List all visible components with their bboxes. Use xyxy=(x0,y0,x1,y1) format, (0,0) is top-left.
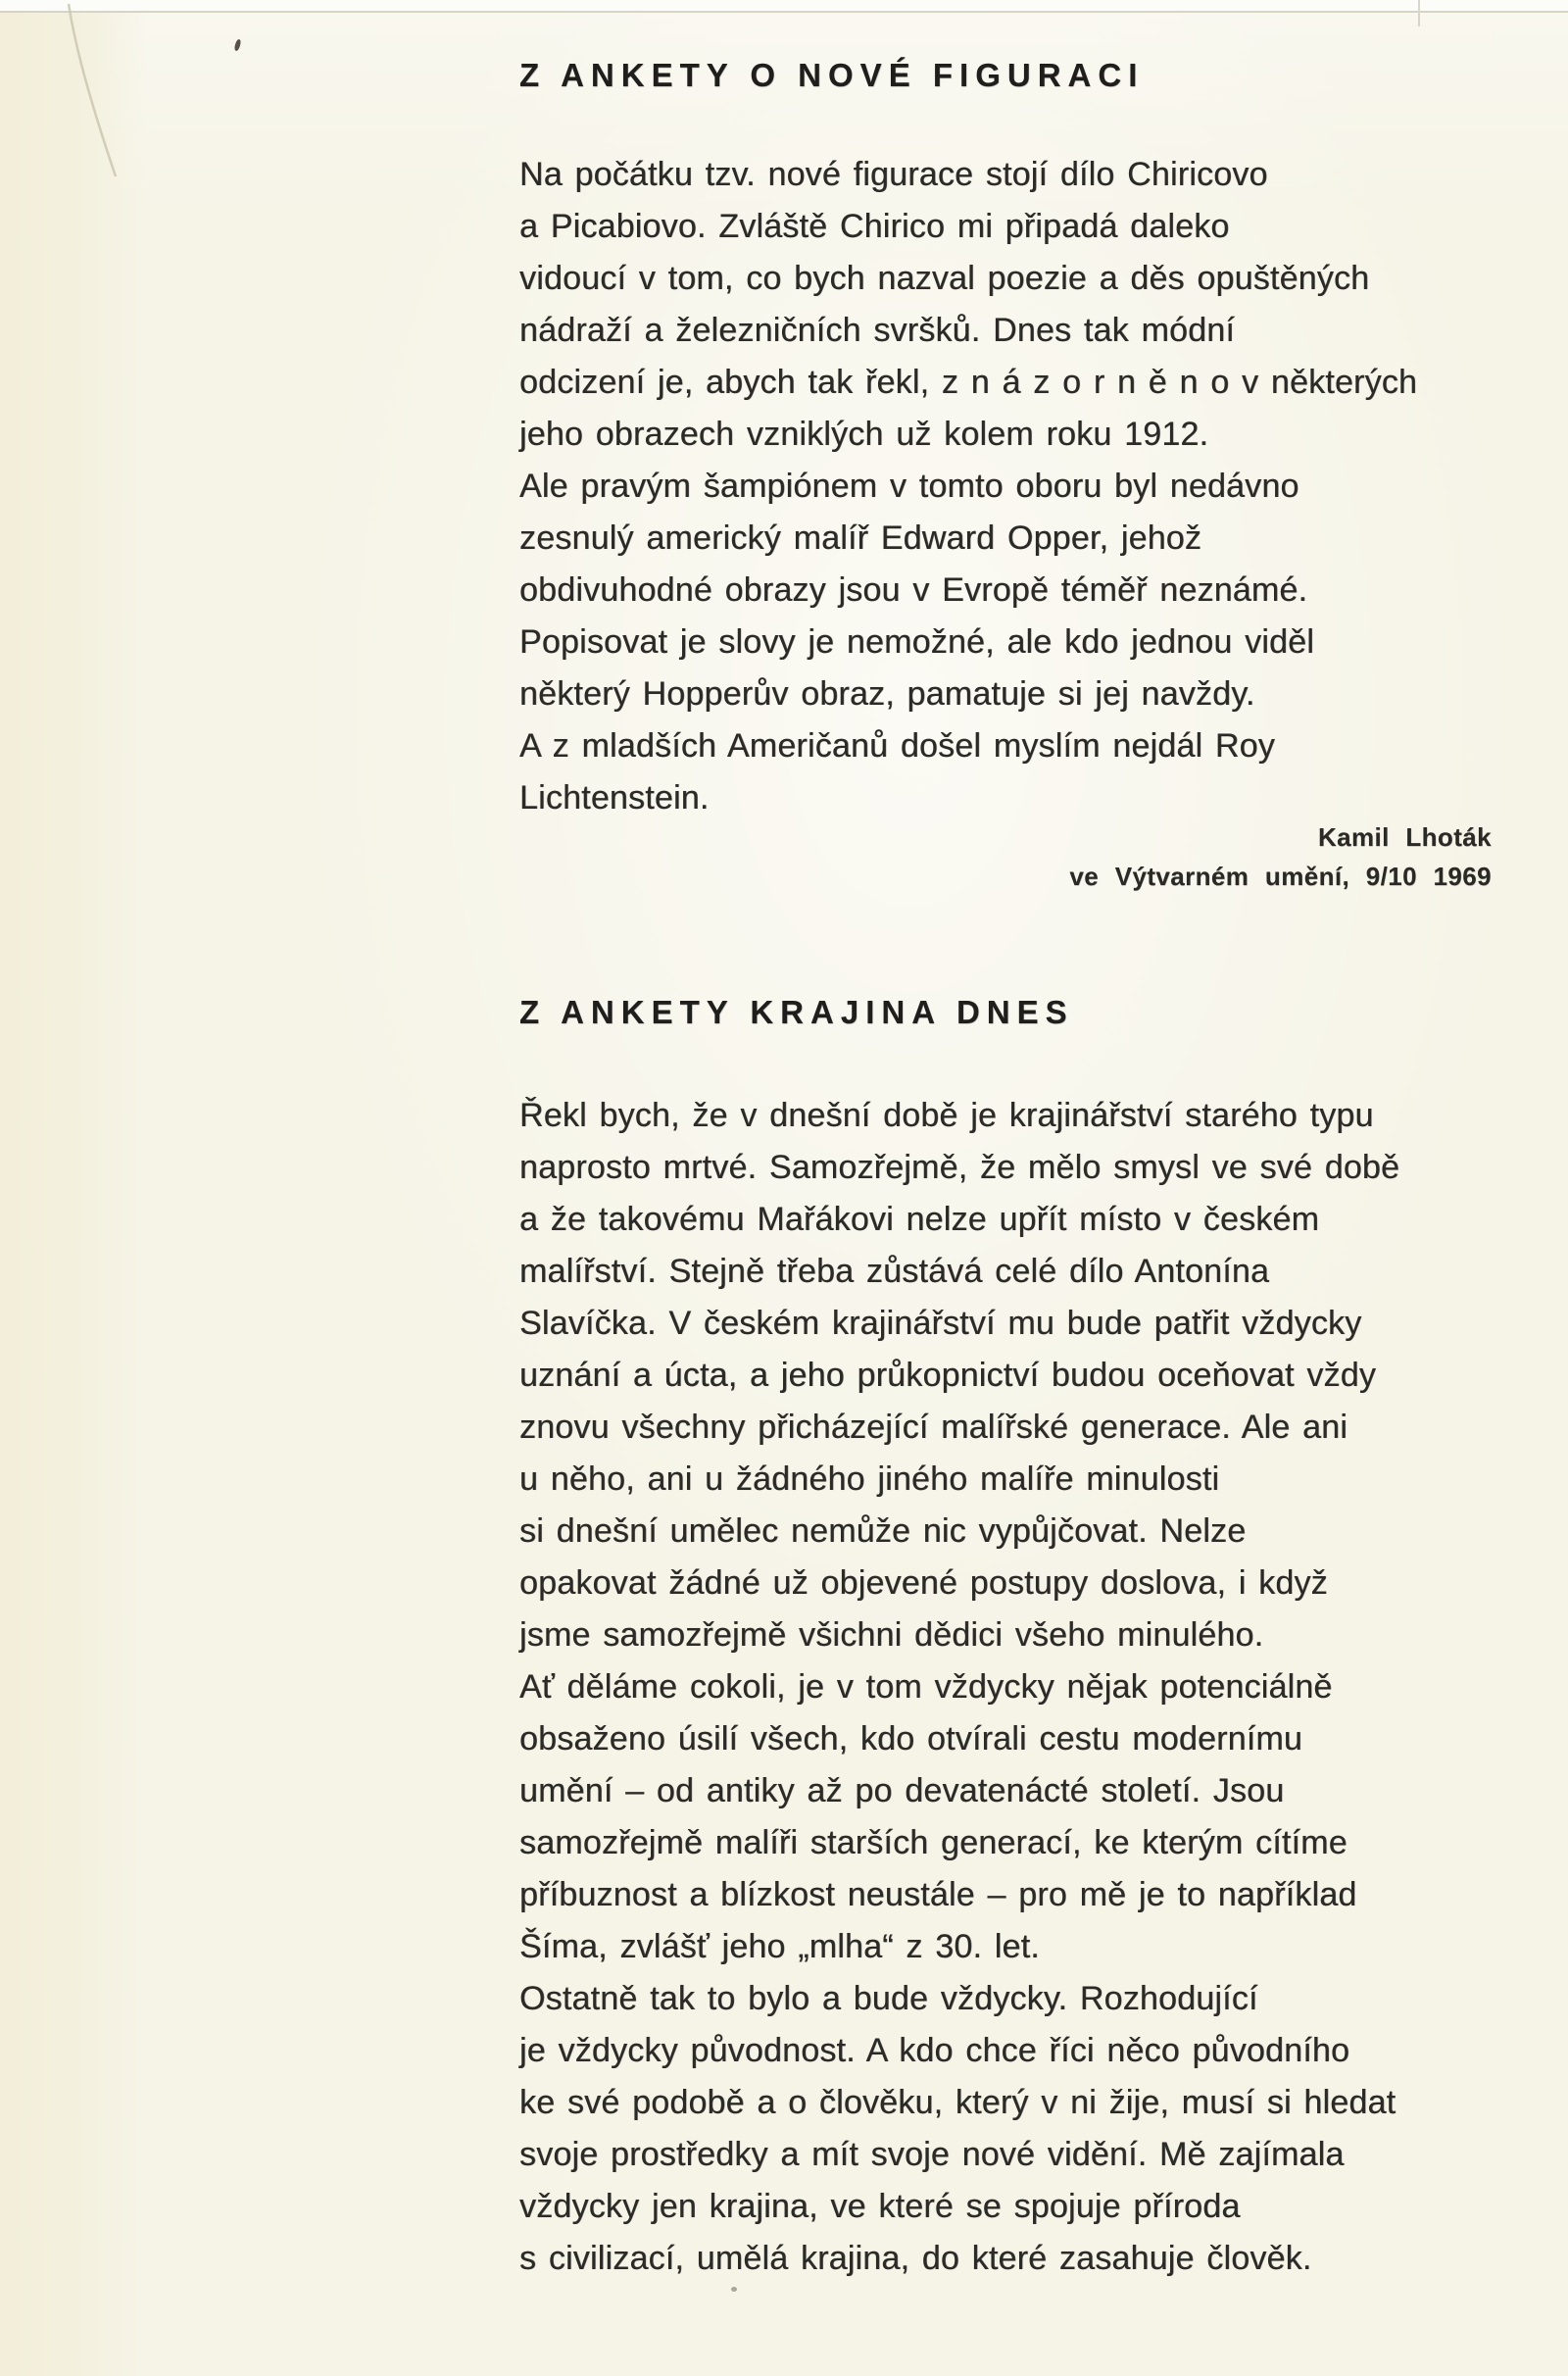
text-line: Ostatně tak to bylo a bude vždycky. Rozhodující xyxy=(519,1980,1258,2017)
attribution xyxy=(519,817,1492,896)
text-line: ke své podobě a o člověku, který v ni žije, musí si hledat xyxy=(519,2084,1396,2121)
text-line: nádraží a železničních svršků. Dnes tak módní xyxy=(519,312,1235,349)
text-line: svoje prostředky a mít svoje nové vidění. Mě zajímala xyxy=(519,2136,1345,2173)
text-line: jsme samozřejmě všichni dědici všeho minulého. xyxy=(519,1616,1264,1654)
text-line: Šíma, zvlášť jeho „mlha“ z 30. let. xyxy=(519,1928,1040,1965)
text-line: uznání a úcta, a jeho průkopnictví budou oceňovat vždy xyxy=(519,1357,1377,1394)
text-line: odcizení je, abych tak řekl, z n á z o r n ě n o v některých xyxy=(519,364,1418,401)
text-line: Slavíčka. V českém krajinářství mu bude patřit vždycky xyxy=(519,1305,1362,1342)
section-heading-krajina: Z ANKETY KRAJINA DNES xyxy=(519,994,1074,1030)
text-line: umění – od antiky až po devatenácté století. Jsou xyxy=(519,1772,1285,1809)
text-line: opakovat žádné už objevené postupy doslova, i když xyxy=(519,1564,1328,1602)
text-line: jeho obrazech vzniklých už kolem roku 1912. xyxy=(519,416,1209,453)
text-line: Ať děláme cokoli, je v tom vždycky nějak potenciálně xyxy=(519,1668,1333,1706)
paragraph-krajina xyxy=(519,1090,1492,2285)
attribution-author: Kamil Lhoták xyxy=(1317,822,1492,852)
text-line: naprosto mrtvé. Samozřejmě, že mělo smysl ve své době xyxy=(519,1149,1400,1186)
text-line: obdivuhodné obrazy jsou v Evropě téměř neznámé. xyxy=(519,571,1308,609)
text-line: Ale pravým šampiónem v tomto oboru byl nedávno xyxy=(519,468,1299,505)
scan-hairline xyxy=(1418,0,1420,26)
text-line: znovu všechny přicházející malířské generace. Ale ani xyxy=(519,1409,1348,1446)
text-line: A z mladších Američanů došel myslím nejdál Roy xyxy=(519,727,1275,765)
paragraph-figurace xyxy=(519,149,1492,824)
paper-crack xyxy=(0,0,294,294)
ink-speck xyxy=(233,39,241,52)
attribution-source: ve Výtvarném umění, 9/10 1969 xyxy=(1069,862,1492,891)
text-line: a že takovému Mařákovi nelze upřít místo v českém xyxy=(519,1201,1320,1238)
ink-dot xyxy=(731,2287,737,2292)
text-line: příbuznost a blízkost neustále – pro mě je to například xyxy=(519,1876,1357,1913)
scan-top-edge xyxy=(0,0,1568,13)
text-line: si dnešní umělec nemůže nic vypůjčovat. Nelze xyxy=(519,1512,1247,1550)
text-line: samozřejmě malíři starších generací, ke kterým cítíme xyxy=(519,1824,1348,1861)
text-line: Řekl bych, že v dnešní době je krajinářství starého typu xyxy=(519,1097,1374,1134)
text-line: některý Hopperův obraz, pamatuje si jej navždy. xyxy=(519,675,1255,713)
text-line: s civilizací, umělá krajina, do které zasahuje člověk. xyxy=(519,2240,1312,2277)
text-line: Na počátku tzv. nové figurace stojí dílo Chiricovo xyxy=(519,156,1268,193)
text-line: Lichtenstein. xyxy=(519,779,710,817)
text-line: obsaženo úsilí všech, kdo otvírali cestu modernímu xyxy=(519,1720,1303,1757)
text-line: malířství. Stejně třeba zůstává celé dílo Antonína xyxy=(519,1253,1270,1290)
section-heading-figurace: Z ANKETY O NOVÉ FIGURACI xyxy=(519,57,1145,93)
text-line: zesnulý americký malíř Edward Opper, jehož xyxy=(519,520,1202,557)
text-line: vždycky jen krajina, ve které se spojuje příroda xyxy=(519,2188,1241,2225)
text-line: vidoucí v tom, co bych nazval poezie a děs opuštěných xyxy=(519,260,1370,297)
text-line: a Picabiovo. Zvláště Chirico mi připadá daleko xyxy=(519,208,1230,245)
text-line: je vždycky původnost. A kdo chce říci něco původního xyxy=(519,2032,1350,2069)
text-line: Popisovat je slovy je nemožné, ale kdo jednou viděl xyxy=(519,623,1315,661)
text-line: u něho, ani u žádného jiného malíře minulosti xyxy=(519,1460,1220,1498)
